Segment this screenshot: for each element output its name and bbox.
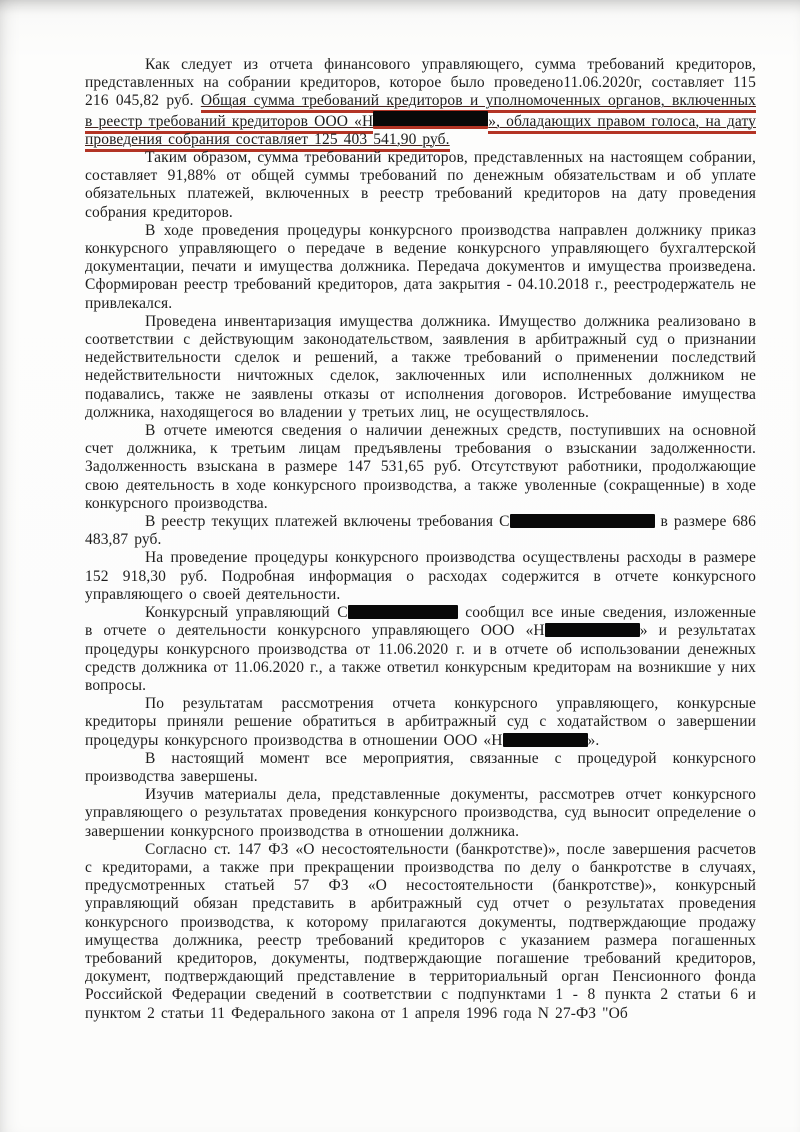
paragraph <box>85 604 756 695</box>
body-text: Как следует из отчета финансового управляющего, сумма требований кредиторов, представленных на собрании кредиторов, которое было проведено11.06.2020г, составляет 115 216 045,82 руб. <box>85 56 756 110</box>
paragraph <box>85 56 756 149</box>
paragraph <box>85 422 756 513</box>
paragraph <box>85 750 756 786</box>
body-text: Изучив материалы дела, представленные документы, рассмотрев отчет конкурсного управляющего о результатах проведения конкурсного производства, суд выносит определение о завершении конкурсного производства в отношении должника. <box>85 786 756 840</box>
body-text: В реестр текущих платежей включены требования С <box>145 513 510 531</box>
body-text: сообщил все иные сведения, изложенные в отчете о деятельности конкурсного управляющего ООО «Н <box>85 604 756 640</box>
red-underlined-text: », обладающих правом голоса, на дату проведения собрания составляет 125 403 541,90 руб. <box>85 113 756 152</box>
paragraph <box>85 313 756 422</box>
body-text: Таким образом, сумма требований кредиторов, представленных на настоящем собрании, составляет 91,88% от общей суммы требований по денежным обязательствам и об уплате обязательных платежей, включенных в реестр требований кредиторов на дату проведения собрания кредиторов. <box>85 149 756 221</box>
paragraph <box>85 786 756 841</box>
body-text: в размере 686 483,87 руб. <box>85 513 757 549</box>
paragraph <box>85 549 756 604</box>
body-text: На проведение процедуры конкурсного производства осуществлены расходы в размере 152 918,30 руб. Подробная информация о расходах содержится в отчете конкурсного управляющего о своей деятельности. <box>85 549 756 603</box>
redaction-bar <box>510 514 655 528</box>
body-text: В отчете имеются сведения о наличии денежных средств, поступивших на основной счет должника, к третьим лицам предъявлены требования о взыскании задолженности. Задолженность взыскана в размере 147 531,65 руб. Отсутствуют работники, продолжающие свою деятельность в ходе конкурсного производства, а также уволенные (сокращенные) в ходе конкурсного производства. <box>85 422 756 512</box>
redaction-bar <box>348 605 458 619</box>
paragraph <box>85 695 756 750</box>
body-text: По результатам рассмотрения отчета конкурсного управляющего, конкурсные кредиторы приняли решение обратиться в арбитражный суд с ходатайством о завершении процедуры конкурсного производства в отношении ООО «Н <box>85 695 756 749</box>
redaction-bar <box>545 623 640 637</box>
body-text: Проведена инвентаризация имущества должника. Имущество должника реализовано в соответствии с действующим законодательством, заявления в арбитражный суд о признании недействительности сделок и решений, а также требований о применении последствий недействительности ничтожных сделок, заключенных или исполненных должником не подавались, также не заявлены отказы от исполнения договоров. Истребование имущества должника, находящегося во владении у третьих лиц, не осуществлялось. <box>85 312 756 421</box>
paragraph <box>85 513 756 549</box>
body-text: В настоящий момент все мероприятия, связанные с процедурой конкурсного производства завершены. <box>85 749 756 785</box>
paragraph <box>85 841 756 1023</box>
redaction-bar <box>373 111 488 129</box>
paragraph <box>85 222 756 313</box>
paragraph <box>85 149 756 222</box>
body-text: » и результатах процедуры конкурсного производства от 11.06.2020 г. и в отчете об использовании денежных средств должника от 11.06.2020 г., а также ответил конкурсным кредиторам на возникшие у них вопросы. <box>85 622 756 694</box>
body-text: Согласно ст. 147 ФЗ «О несостоятельности (банкротстве)», после завершения расчетов с кредиторами, а также при прекращении производства по делу о банкротстве в случаях, предусмотренных статьей 57 ФЗ «О несостоятельности (банкротстве)», конкурсный управляющий обязан представить в арбитражный суд отчет о результатах проведения конкурсного производства, к которому прилагаются документы, подтверждающие продажу имущества должника, реестр требований кредиторов с указанием размера погашенных требований кредиторов, документы, подтверждающие погашение требований кредиторов, документ, подтверждающий представление в территориальный орган Пенсионного фонда Российской Федерации сведений в соответствии с подпунктами 1 - 8 пункта 2 статьи 6 и пунктом 2 статьи 11 Федерального закона от 1 апреля 1996 года N 27-ФЗ "Об <box>85 840 756 1022</box>
redaction-bar <box>503 733 588 747</box>
body-text: ». <box>587 731 600 749</box>
body-text: В ходе проведения процедуры конкурсного производства направлен должнику приказ конкурсного управляющего о передаче в ведение конкурсного управляющего бухгалтерской документации, печати и имущества должника. Передача документов и имущества произведена. Сформирован реестр требований кредиторов, дата закрытия - 04.10.2018 г., реестродержатель не привлекался. <box>85 221 756 312</box>
red-underlined-text: Общая сумма требований кредиторов и уполномоченных органов, включенных в реестр требований кредиторов ООО «Н <box>85 92 756 133</box>
body-text: Конкурсный управляющий С <box>145 604 348 622</box>
document-body <box>85 56 756 1023</box>
